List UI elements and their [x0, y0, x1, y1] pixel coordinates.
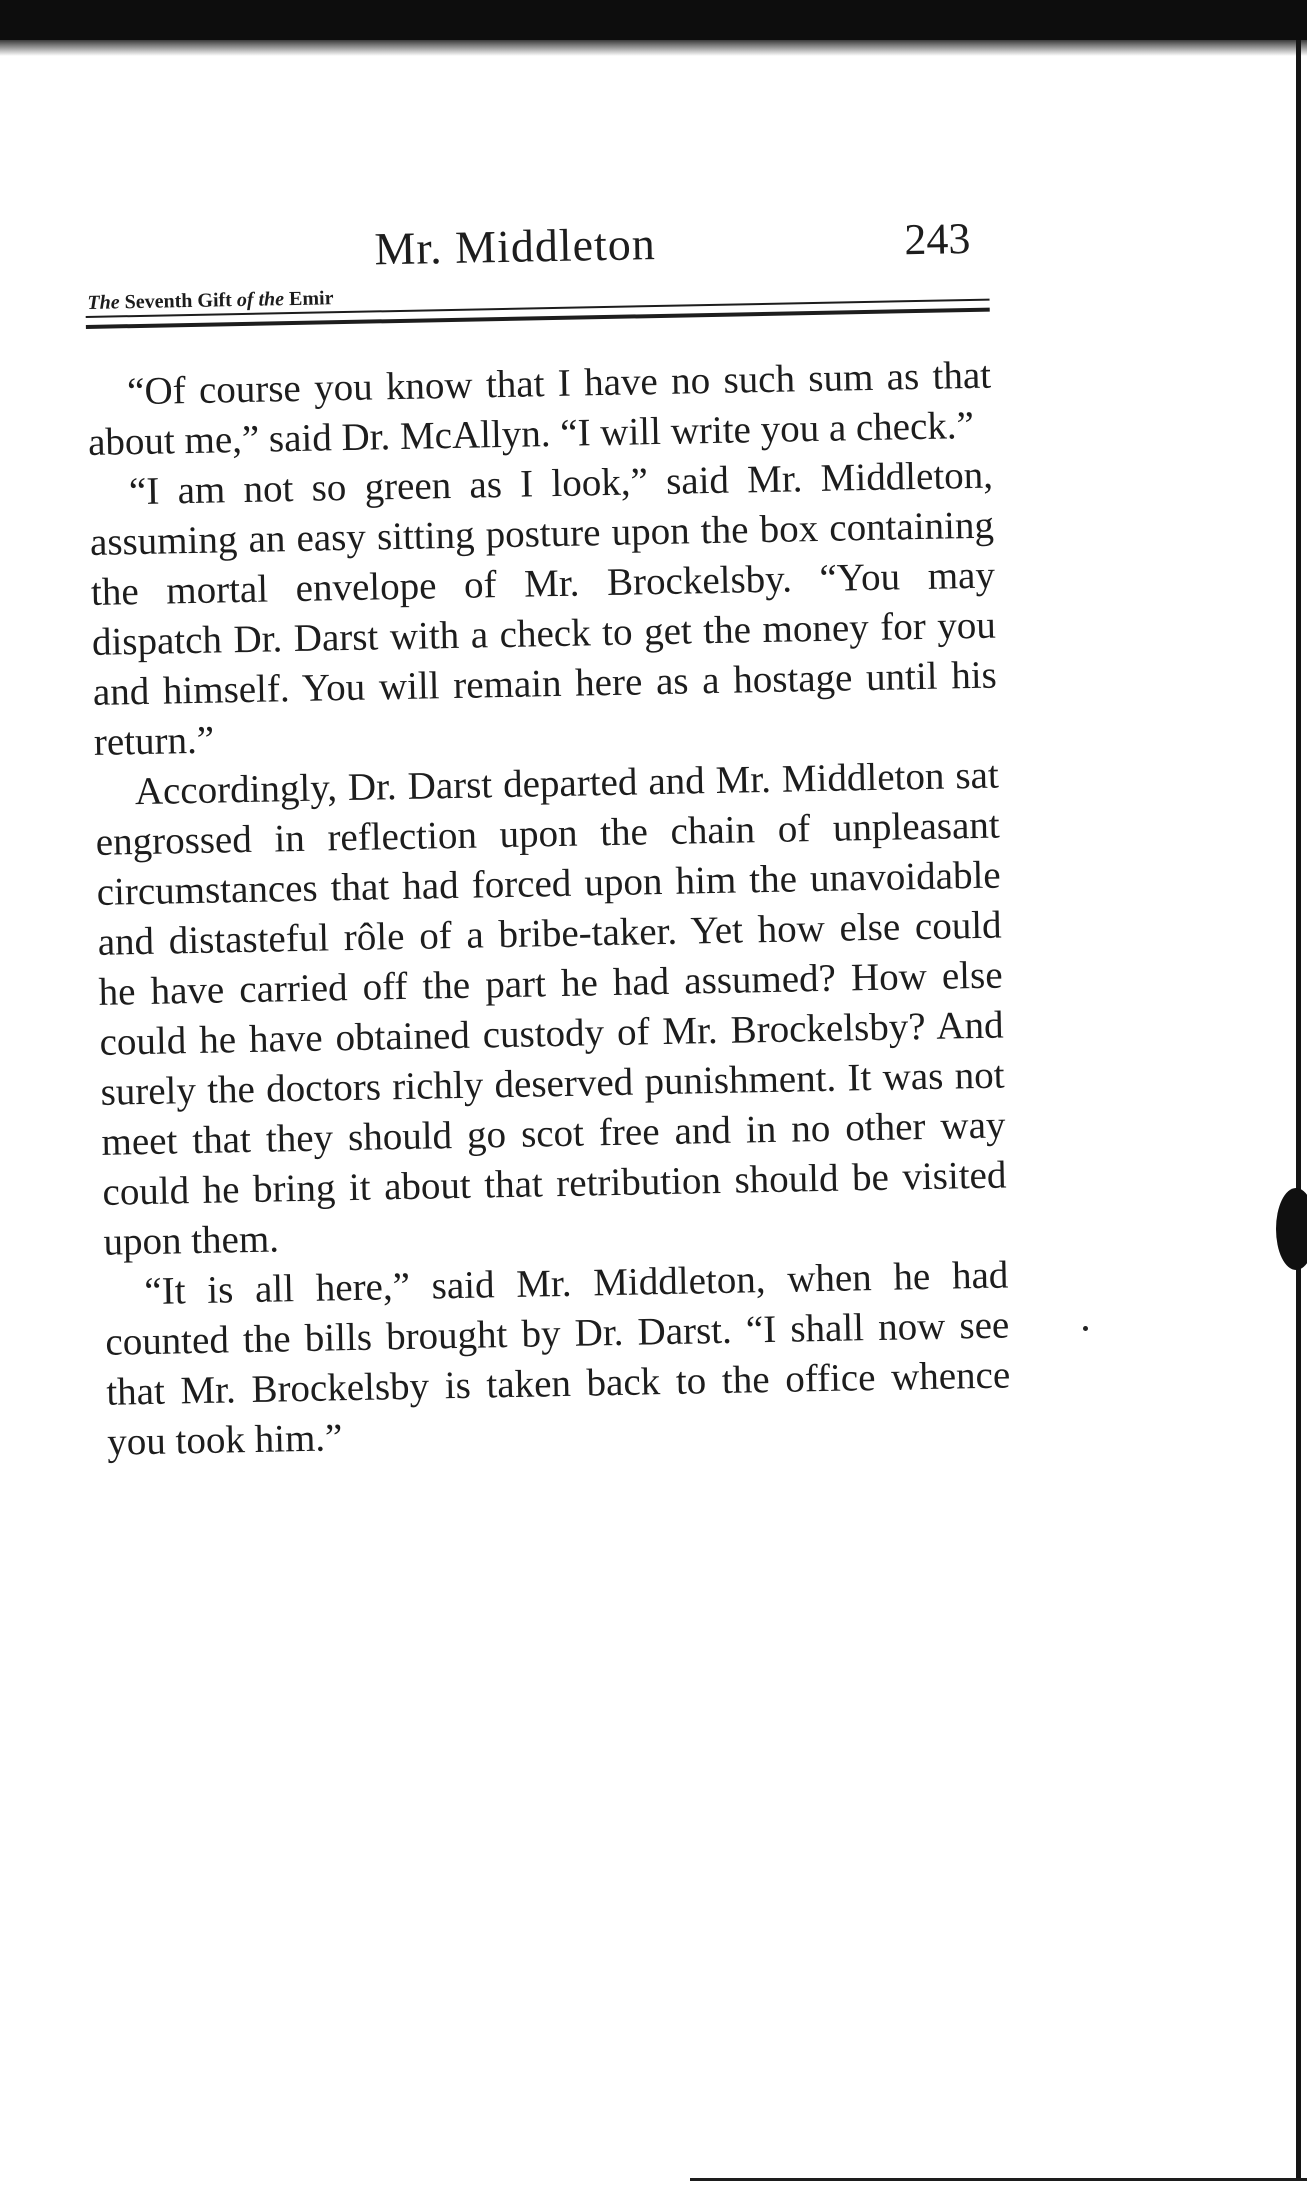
- page-number: 243: [903, 213, 971, 265]
- series-title-seventh-gift: Seventh Gift: [124, 289, 233, 314]
- page-right-edge: [1296, 40, 1301, 2180]
- scan-top-shadow: [0, 40, 1307, 56]
- ink-blot: [1276, 1188, 1307, 1270]
- paragraph: Accordingly, Dr. Darst departed and Mr. Middleton sat engrossed in reflection upon the chain of unpleasant circumstances that had forced upon him the unavoidable and distasteful rôle of a bribe-taker. Yet how else could he have carried off the part he had assumed? How else could he have obtained custody of Mr. Brockelsby? And surely the doctors richly deserved punishment. It was not meet that they should go scot free and in no other way could he bring it about that retribution should be visited upon them.: [95, 753, 1007, 1264]
- body-text: [87, 351, 1012, 1468]
- series-title-emir: Emir: [288, 287, 334, 311]
- series-title-the: The: [87, 291, 120, 314]
- series-title: [87, 287, 333, 315]
- bottom-edge-line: [690, 2178, 1307, 2181]
- paragraph: “It is all here,” said Mr. Middleton, when he had counted the bills brought by Dr. Darst. “I shall now see that Mr. Brockelsby is taken back to the office whence you took him.”: [104, 1253, 1011, 1464]
- ink-speck: [1083, 1326, 1088, 1331]
- paragraph: “I am not so green as I look,” said Mr. Middleton, assuming an easy sitting posture upon the box containing the mortal envelope of Mr. Brockelsby. “You may dispatch Dr. Darst with a check to get the money for you and himself. You will remain here as a hostage until his return.”: [89, 453, 998, 764]
- series-title-of-the: of the: [236, 288, 285, 312]
- book-page: [84, 211, 1028, 2028]
- running-title: Mr. Middleton: [373, 218, 657, 275]
- scan-top-border: [0, 0, 1307, 40]
- paragraph: “Of course you know that I have no such sum as that about me,” said Dr. McAllyn. “I will write you a check.”: [87, 353, 992, 464]
